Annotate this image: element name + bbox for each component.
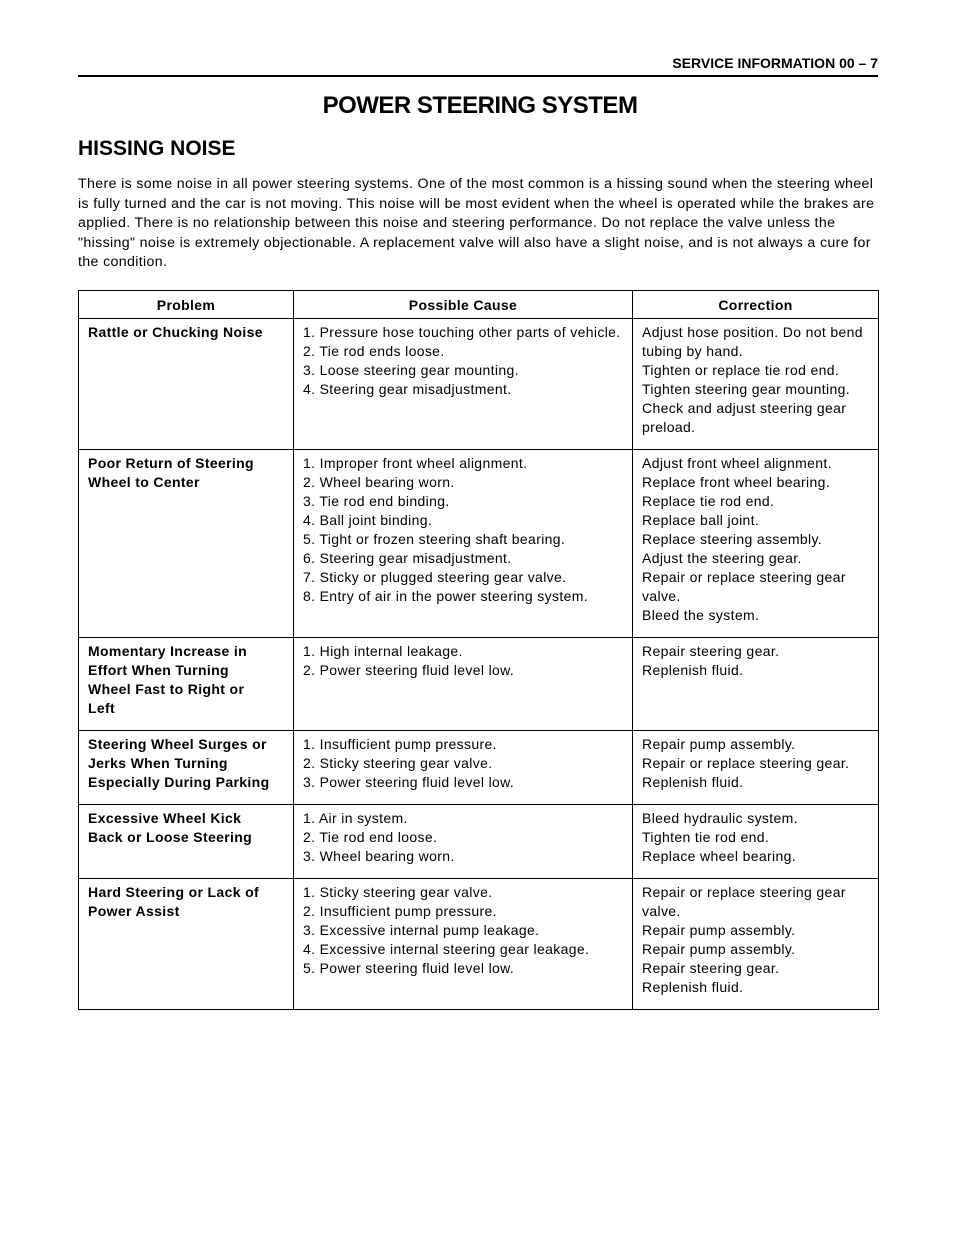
- correction-item: Bleed hydraulic system.: [642, 810, 798, 826]
- correction-item: Replace front wheel bearing.: [642, 474, 831, 490]
- problem-text: Rattle or Chucking Noise: [88, 324, 263, 340]
- correction-cell: [633, 638, 879, 731]
- correction-item: Adjust hose position. Do not bend tubing by hand.: [642, 324, 863, 359]
- cause-item: 1. High internal leakage.: [303, 643, 463, 659]
- correction-item: Repair pump assembly.: [642, 941, 796, 957]
- correction-item: Tighten or replace tie rod end.: [642, 362, 840, 378]
- correction-item: Repair pump assembly.: [642, 736, 796, 752]
- header-possible-cause: Possible Cause: [294, 291, 633, 319]
- cause-item: 6. Steering gear misadjustment.: [303, 550, 512, 566]
- cause-item: 2. Wheel bearing worn.: [303, 474, 455, 490]
- correction-item: Repair steering gear.: [642, 960, 780, 976]
- correction-cell: [633, 319, 879, 450]
- correction-cell: [633, 805, 879, 879]
- correction-item: Tighten steering gear mounting.: [642, 381, 851, 397]
- cause-item: 2. Tie rod ends loose.: [303, 343, 445, 359]
- table-header-row: [79, 291, 879, 319]
- section-title: HISSING NOISE: [78, 137, 236, 160]
- correction-item: Replenish fluid.: [642, 662, 744, 678]
- cause-item: 2. Insufficient pump pressure.: [303, 903, 497, 919]
- correction-item: Replace wheel bearing.: [642, 848, 797, 864]
- header-correction: Correction: [633, 291, 879, 319]
- cause-item: 3. Power steering fluid level low.: [303, 774, 515, 790]
- correction-item: Replace tie rod end.: [642, 493, 775, 509]
- cause-cell: [294, 879, 633, 1010]
- table-body: [79, 319, 879, 1010]
- cause-item: 2. Tie rod end loose.: [303, 829, 438, 845]
- problem-cell: [79, 731, 294, 805]
- correction-item: Replenish fluid.: [642, 774, 744, 790]
- cause-item: 2. Power steering fluid level low.: [303, 662, 515, 678]
- intro-paragraph: There is some noise in all power steering systems. One of the most common is a hissing sound when the steering wheel is fully turned and the car is not moving. This noise will be most evident when the wheel is operated while the brakes are applied. There is no relationship between this noise and steering performance. Do not replace the valve unless the "hissing" noise is extremely objectionable. A replacement valve will also have a slight noise, and is not always a cure for the condition.: [78, 176, 875, 271]
- cause-item: 1. Air in system.: [303, 810, 408, 826]
- problem-text: Momentary Increase in Effort When Turning Wheel Fast to Right or Left: [88, 643, 248, 716]
- cause-item: 3. Excessive internal pump leakage.: [303, 922, 540, 938]
- table-row: [79, 731, 879, 805]
- correction-item: Adjust front wheel alignment.: [642, 455, 832, 471]
- correction-item: Repair steering gear.: [642, 643, 780, 659]
- table-row: [79, 805, 879, 879]
- cause-cell: [294, 805, 633, 879]
- header-problem: Problem: [79, 291, 294, 319]
- correction-item: Replace steering assembly.: [642, 531, 823, 547]
- problem-text: Poor Return of Steering Wheel to Center: [88, 455, 254, 490]
- correction-item: Repair or replace steering gear valve.: [642, 884, 846, 919]
- problem-text: Steering Wheel Surges or Jerks When Turning Especially During Parking: [88, 736, 270, 790]
- cause-item: 4. Steering gear misadjustment.: [303, 381, 512, 397]
- problem-cell: [79, 879, 294, 1010]
- correction-cell: [633, 879, 879, 1010]
- problem-cell: [79, 638, 294, 731]
- correction-cell: [633, 731, 879, 805]
- cause-cell: [294, 319, 633, 450]
- table-row: [79, 638, 879, 731]
- problem-text: Excessive Wheel Kick Back or Loose Steering: [88, 810, 253, 845]
- table-row: [79, 879, 879, 1010]
- page-title: POWER STEERING SYSTEM: [322, 92, 638, 119]
- table-row: [79, 319, 879, 450]
- correction-cell: [633, 450, 879, 638]
- correction-item: Repair pump assembly.: [642, 922, 796, 938]
- header-text: SERVICE INFORMATION 00 – 7: [672, 55, 878, 71]
- correction-item: Adjust the steering gear.: [642, 550, 802, 566]
- cause-item: 3. Loose steering gear mounting.: [303, 362, 519, 378]
- cause-item: 4. Excessive internal steering gear leakage.: [303, 941, 590, 957]
- problem-cell: [79, 450, 294, 638]
- cause-cell: [294, 450, 633, 638]
- problem-text: Hard Steering or Lack of Power Assist: [88, 884, 259, 919]
- correction-item: Tighten tie rod end.: [642, 829, 770, 845]
- diagnosis-table: [78, 290, 879, 1010]
- cause-item: 5. Power steering fluid level low.: [303, 960, 515, 976]
- correction-item: Replenish fluid.: [642, 979, 744, 995]
- cause-item: 2. Sticky steering gear valve.: [303, 755, 493, 771]
- cause-item: 4. Ball joint binding.: [303, 512, 433, 528]
- cause-item: 1. Improper front wheel alignment.: [303, 455, 528, 471]
- cause-item: 1. Insufficient pump pressure.: [303, 736, 497, 752]
- cause-item: 1. Pressure hose touching other parts of vehicle.: [303, 324, 621, 340]
- cause-item: 1. Sticky steering gear valve.: [303, 884, 493, 900]
- problem-cell: [79, 319, 294, 450]
- cause-cell: [294, 638, 633, 731]
- problem-cell: [79, 805, 294, 879]
- cause-item: 5. Tight or frozen steering shaft bearing.: [303, 531, 566, 547]
- table-row: [79, 450, 879, 638]
- correction-item: Check and adjust steering gear preload.: [642, 400, 847, 435]
- cause-item: 7. Sticky or plugged steering gear valve.: [303, 569, 567, 585]
- correction-item: Repair or replace steering gear valve.: [642, 569, 846, 604]
- cause-item: 3. Wheel bearing worn.: [303, 848, 455, 864]
- correction-item: Replace ball joint.: [642, 512, 760, 528]
- correction-item: Repair or replace steering gear.: [642, 755, 850, 771]
- page-header: [78, 55, 878, 77]
- cause-cell: [294, 731, 633, 805]
- cause-item: 3. Tie rod end binding.: [303, 493, 450, 509]
- cause-item: 8. Entry of air in the power steering system.: [303, 588, 588, 604]
- correction-item: Bleed the system.: [642, 607, 760, 623]
